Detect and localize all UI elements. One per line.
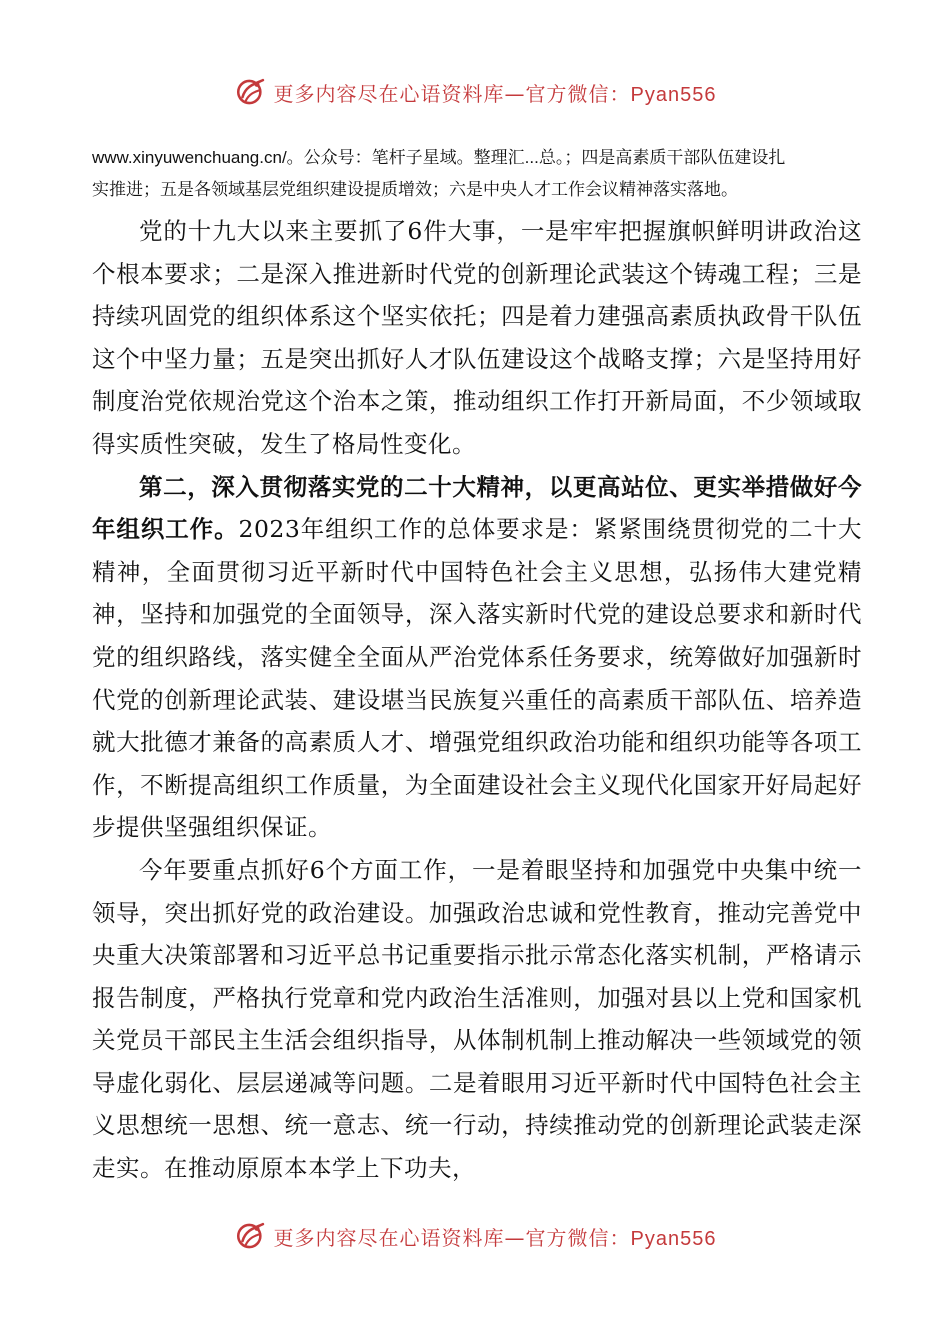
- wechat-id: Pyan556: [630, 83, 717, 106]
- paragraph-1: 党的十九大以来主要抓了6件大事，一是牢牢把握旗帜鲜明讲政治这个根本要求；二是深入推进新时代党的创新理论武装这个铸魂工程；三是持续巩固党的组织体系这个坚实依托；四是着力建强高素质执政骨干队伍这个中坚力量；五是突出抓好人才队伍建设这个战略支撑；六是坚持用好制度治党依规治党这个治本之策，推动组织工作打开新局面，不少领域取得实质性突破，发生了格局性变化。: [92, 217, 862, 458]
- header-banner: [0, 70, 950, 114]
- paragraph-2: [92, 466, 862, 849]
- notes-line-2: 实推进；五是各领域基层党组织建设提质增效；六是中央人才工作会议精神落实落地。: [92, 180, 738, 199]
- footer-banner: [0, 1214, 950, 1258]
- paragraph-3: 今年要重点抓好6个方面工作，一是着眼坚持和加强党中央集中统一领导，突出抓好党的政治建设。加强政治忠诚和党性教育，推动完善党中央重大决策部署和习近平总书记重要指示批示常态化落实机制，严格请示报告制度，严格执行党章和党内政治生活准则，加强对县以上党和国家机关党员干部民主生活会组织指导，从体制机制上推动解决一些领域党的领导虚化弱化、层层递减等问题。二是着眼用习近平新时代中国特色社会主义思想统一思想、统一意志、统一行动，持续推动党的创新理论武装走深走实。在推动原原本本学上下功夫，: [92, 855, 862, 1183]
- wechat-id: Pyan556: [630, 1227, 717, 1250]
- swirl-logo-icon: [234, 75, 268, 109]
- banner-text: 更多内容尽在心语资料库—官方微信：Pyan556: [273, 81, 717, 106]
- source-notes: [92, 142, 862, 206]
- banner-text: 更多内容尽在心语资料库—官方微信：Pyan556: [273, 1225, 717, 1250]
- notes-line-1: www.xinyuwenchuang.cn/。公众号：笔杆子星域。整理汇...总。；四是高素质干部队伍建设扎: [92, 148, 786, 167]
- paragraph-2-heading: 第二，深入贯彻落实党的二十大精神，以更高站位、更实举措做好今年组织工作。: [92, 472, 862, 544]
- document-body: [92, 210, 862, 1190]
- paragraph-2-text: 2023年组织工作的总体要求是：紧紧围绕贯彻党的二十大精神，全面贯彻习近平新时代中国特色社会主义思想，弘扬伟大建党精神，坚持和加强党的全面领导，深入落实新时代党的建设总要求和新时代党的组织路线，落实健全全面从严治党体系任务要求，统筹做好加强新时代党的创新理论武装、建设堪当民族复兴重任的高素质干部队伍、培养造就大批德才兼备的高素质人才、增强党组织政治功能和组织功能等各项工作，不断提高组织工作质量，为全面建设社会主义现代化国家开好局起好步提供坚强组织保证。: [92, 515, 863, 842]
- swirl-logo-icon: [234, 1219, 268, 1253]
